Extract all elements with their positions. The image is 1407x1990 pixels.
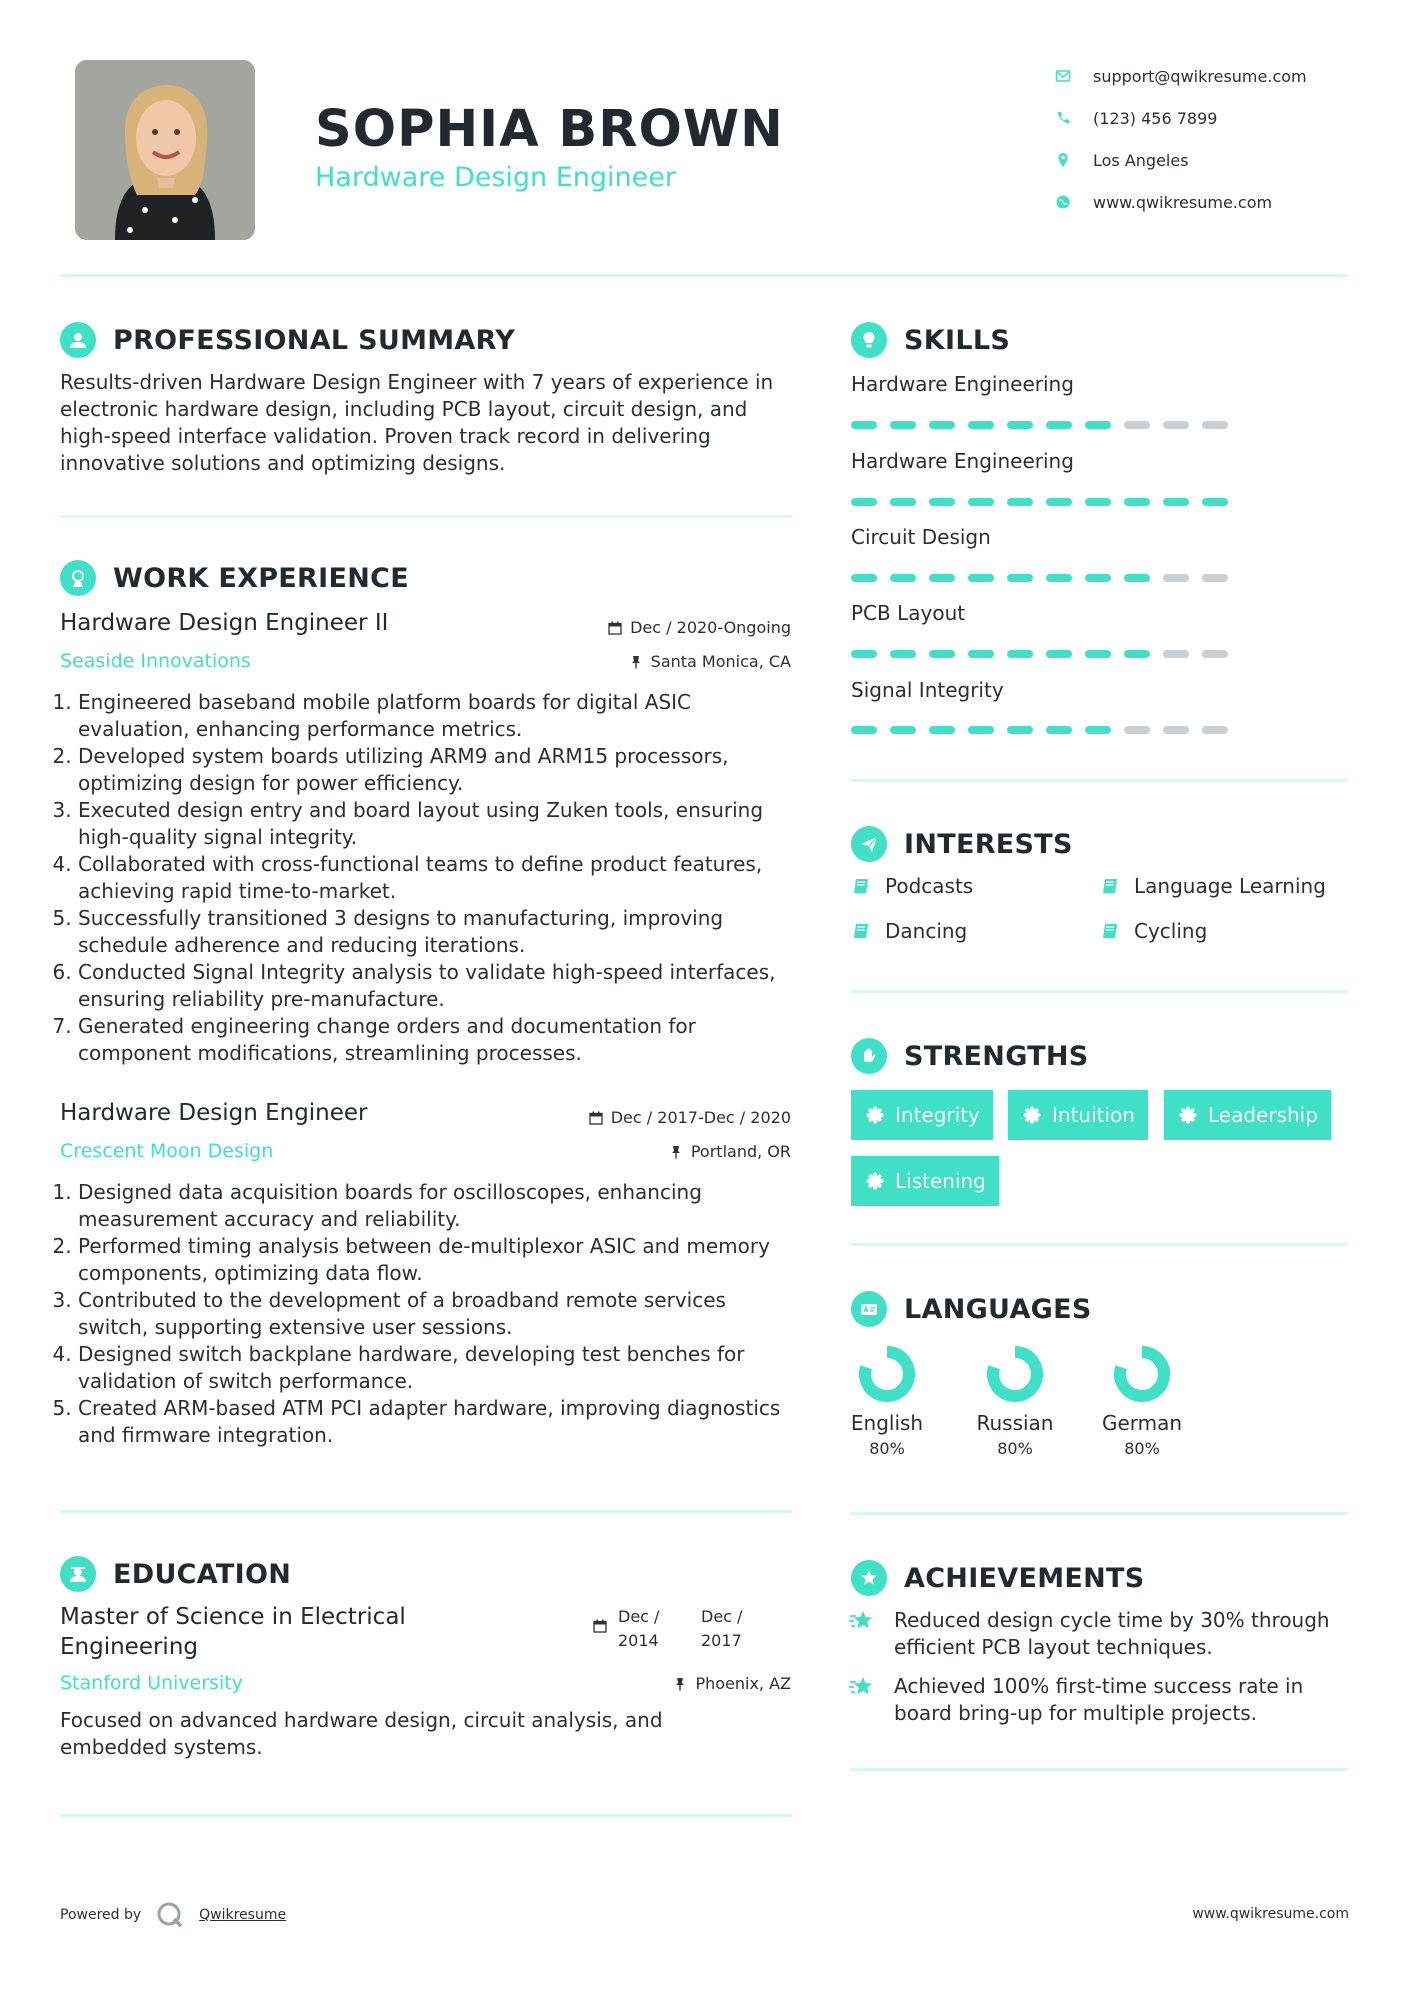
contact-website[interactable] — [1055, 181, 1355, 223]
job-bullets — [60, 689, 795, 1067]
candidate-name: SOPHIA BROWN — [315, 100, 784, 159]
contact-email[interactable] — [1055, 55, 1355, 97]
skill-segment — [1085, 726, 1111, 734]
footer-powered-by — [60, 1900, 286, 1930]
skill-name: Signal Integrity — [851, 678, 1004, 702]
badge-icon — [1022, 1105, 1042, 1125]
skill-segment — [1085, 650, 1111, 658]
degree-line-1: Master of Science in Electrical — [60, 1604, 406, 1630]
skill-segment — [851, 574, 877, 582]
job-company: Crescent Moon Design — [60, 1140, 274, 1162]
pushpin-icon — [629, 655, 643, 669]
skill-segment — [1007, 574, 1033, 582]
skill-segment — [1007, 650, 1033, 658]
language-name: German — [1101, 1411, 1183, 1435]
skill-segment — [1046, 726, 1072, 734]
achievement-item — [848, 1607, 1348, 1661]
star-icon — [848, 1607, 876, 1635]
strength-label: Leadership — [1208, 1103, 1318, 1127]
skill-rating-bar — [851, 498, 1228, 506]
job-date-text: Dec / 2017-Dec / 2020 — [610, 1108, 791, 1127]
skill-segment — [1202, 726, 1228, 734]
profile-photo — [75, 60, 255, 240]
job-title: Hardware Design Engineer II — [60, 610, 389, 636]
language-progress-arc — [1120, 1352, 1164, 1396]
skill-segment — [851, 726, 877, 734]
language-progress-ring — [984, 1343, 1046, 1405]
graduation-icon — [60, 1556, 96, 1592]
skill-segment — [1007, 421, 1033, 429]
interests-divider — [851, 990, 1348, 993]
contact-phone-text: (123) 456 7899 — [1093, 108, 1218, 128]
badge-icon — [865, 1105, 885, 1125]
interests-heading — [851, 826, 1073, 862]
pushpin-icon — [673, 1677, 687, 1691]
header-divider — [60, 274, 1348, 277]
summary-divider — [60, 515, 792, 518]
skill-segment — [968, 498, 994, 506]
skill-rating-bar — [851, 650, 1228, 658]
skill-segment — [1163, 421, 1189, 429]
strength-tag — [1008, 1090, 1148, 1140]
brand-link[interactable]: Qwikresume — [199, 1907, 287, 1923]
interest-item — [851, 874, 973, 898]
book-icon — [851, 876, 871, 896]
skill-segment — [1007, 498, 1033, 506]
achievement-item — [848, 1673, 1348, 1727]
list-item: 2. Developed system boards utilizing ARM9 and ARM15 processors, optimizing design for power efficiency. — [78, 743, 795, 797]
skill-segment — [968, 726, 994, 734]
job-location-text: Santa Monica, CA — [650, 652, 791, 671]
skill-segment — [1202, 650, 1228, 658]
footer-website-link[interactable]: www.qwikresume.com — [1192, 1906, 1349, 1922]
education-start-month: Dec / — [618, 1607, 660, 1626]
contact-phone[interactable] — [1055, 97, 1355, 139]
lightbulb-icon — [851, 322, 887, 358]
skills-heading — [851, 322, 1010, 358]
summary-title: PROFESSIONAL SUMMARY — [113, 324, 516, 356]
language-name: Russian — [976, 1411, 1054, 1435]
skill-name: Hardware Engineering — [851, 449, 1074, 473]
list-item: 7. Generated engineering change orders and documentation for component modifications, streamlining processes. — [78, 1013, 795, 1067]
star-badge-icon — [851, 1560, 887, 1596]
skill-segment — [1202, 498, 1228, 506]
skill-segment — [1124, 574, 1150, 582]
language-percent: 80% — [1124, 1439, 1160, 1458]
job-title: Hardware Design Engineer — [60, 1100, 368, 1126]
skill-segment — [968, 574, 994, 582]
skill-segment — [1202, 574, 1228, 582]
contact-list — [1055, 55, 1355, 223]
contact-location-text: Los Angeles — [1093, 150, 1189, 170]
list-item: 5. Successfully transitioned 3 designs to manufacturing, improving schedule adherence and reducing iterations. — [78, 905, 795, 959]
interest-item — [851, 919, 967, 943]
strength-label: Integrity — [895, 1103, 980, 1127]
skill-segment — [1124, 726, 1150, 734]
language-item — [832, 1343, 942, 1458]
language-progress-ring — [856, 1343, 918, 1405]
strengths-heading — [851, 1038, 1089, 1074]
interest-label: Podcasts — [885, 874, 974, 898]
skill-segment — [929, 421, 955, 429]
education-end-year: 2017 — [701, 1631, 742, 1650]
strength-tag — [851, 1090, 993, 1140]
star-icon — [848, 1673, 876, 1701]
languages-heading — [851, 1291, 1092, 1327]
summary-heading — [60, 322, 515, 358]
language-progress-arc — [993, 1352, 1037, 1396]
interest-item — [1100, 919, 1207, 943]
achievement-text: Reduced design cycle time by 30% through efficient PCB layout techniques. — [894, 1608, 1330, 1659]
skill-segment — [851, 421, 877, 429]
language-item — [960, 1343, 1070, 1458]
book-icon — [1100, 876, 1120, 896]
contact-website-text: www.qwikresume.com — [1093, 192, 1273, 212]
education-title: EDUCATION — [113, 1558, 292, 1590]
skill-segment — [1163, 726, 1189, 734]
skill-segment — [1124, 650, 1150, 658]
list-item: 4. Collaborated with cross-functional teams to define product features, achieving rapid time-to-market. — [78, 851, 795, 905]
job-location — [629, 652, 791, 671]
skill-name: Circuit Design — [851, 525, 991, 549]
education-end-month: Dec / — [701, 1607, 743, 1626]
achievements-heading — [851, 1560, 1145, 1596]
skill-name: Hardware Engineering — [851, 372, 1074, 396]
experience-divider — [60, 1510, 792, 1513]
qwikresume-logo-icon — [155, 1900, 185, 1930]
user-icon — [60, 322, 96, 358]
book-icon — [1100, 921, 1120, 941]
language-progress-arc — [865, 1352, 909, 1396]
skill-segment — [929, 726, 955, 734]
skill-segment — [1007, 726, 1033, 734]
skill-segment — [1046, 574, 1072, 582]
skill-segment — [1124, 498, 1150, 506]
interest-item — [1100, 874, 1326, 898]
skill-name: PCB Layout — [851, 601, 966, 625]
education-start-year: 2014 — [618, 1631, 659, 1650]
skill-segment — [1163, 650, 1189, 658]
location-pin-icon — [1055, 152, 1071, 168]
job-location — [669, 1142, 791, 1161]
skill-segment — [851, 498, 877, 506]
education-location-text: Phoenix, AZ — [695, 1674, 791, 1693]
job-company: Seaside Innovations — [60, 650, 251, 672]
list-item: 2. Performed timing analysis between de-multiplexor ASIC and memory components, optimizing data flow. — [78, 1233, 795, 1287]
language-percent: 80% — [869, 1439, 905, 1458]
skill-segment — [1085, 498, 1111, 506]
list-item: 5. Created ARM-based ATM PCI adapter hardware, improving diagnostics and firmware integration. — [78, 1395, 795, 1449]
skill-rating-bar — [851, 421, 1228, 429]
education-location — [673, 1674, 791, 1693]
skills-divider — [851, 779, 1348, 782]
calendar-icon — [589, 1111, 603, 1125]
badge-icon — [1178, 1105, 1198, 1125]
interest-label: Language Learning — [1134, 874, 1326, 898]
skill-segment — [1046, 421, 1072, 429]
language-progress-ring — [1111, 1343, 1173, 1405]
contact-email-text: support@qwikresume.com — [1093, 66, 1307, 86]
degree-line-2: Engineering — [60, 1634, 198, 1660]
interest-label: Dancing — [885, 919, 968, 943]
experience-title: WORK EXPERIENCE — [113, 562, 409, 594]
list-item: 1. Designed data acquisition boards for oscilloscopes, enhancing measurement accuracy and reliability. — [78, 1179, 795, 1233]
experience-heading — [60, 560, 409, 596]
hand-icon — [851, 1038, 887, 1074]
list-item: 4. Designed switch backplane hardware, developing test benches for validation of switch performance. — [78, 1341, 795, 1395]
skill-segment — [890, 650, 916, 658]
book-icon — [851, 921, 871, 941]
job-date — [589, 1108, 791, 1127]
language-name: English — [850, 1411, 924, 1435]
skill-segment — [890, 421, 916, 429]
interests-title: INTERESTS — [904, 828, 1073, 860]
pushpin-icon — [669, 1145, 683, 1159]
list-item: 6. Conducted Signal Integrity analysis to validate high-speed interfaces, ensuring reliability pre-manufacture. — [78, 959, 795, 1013]
badge-icon — [865, 1171, 885, 1191]
skill-segment — [968, 421, 994, 429]
skill-segment — [1085, 421, 1111, 429]
job-location-text: Portland, OR — [690, 1142, 791, 1161]
strength-label: Intuition — [1052, 1103, 1135, 1127]
job-bullets — [60, 1179, 795, 1449]
skill-segment — [890, 498, 916, 506]
skills-title: SKILLS — [904, 324, 1011, 356]
achievements-divider — [851, 1768, 1348, 1771]
language-percent: 80% — [997, 1439, 1033, 1458]
mail-icon — [1055, 68, 1071, 84]
skill-segment — [1085, 574, 1111, 582]
skill-segment — [890, 574, 916, 582]
achievements-title: ACHIEVEMENTS — [904, 1562, 1145, 1594]
languages-divider — [851, 1512, 1348, 1515]
achievement-text: Achieved 100% first-time success rate in board bring-up for multiple projects. — [894, 1674, 1304, 1725]
strength-label: Listening — [895, 1169, 986, 1193]
strengths-divider — [851, 1243, 1348, 1246]
calendar-icon — [593, 1619, 607, 1633]
skill-segment — [929, 574, 955, 582]
globe-icon — [1055, 194, 1071, 210]
skill-segment — [1046, 650, 1072, 658]
skill-segment — [1124, 421, 1150, 429]
calendar-icon — [608, 621, 622, 635]
contact-location — [1055, 139, 1355, 181]
strength-tag — [851, 1156, 999, 1206]
briefcase-icon — [60, 560, 96, 596]
skill-segment — [1163, 498, 1189, 506]
list-item: 3. Contributed to the development of a broadband remote services switch, supporting extensive user sessions. — [78, 1287, 795, 1341]
list-item: 3. Executed design entry and board layout using Zuken tools, ensuring high-quality signal integrity. — [78, 797, 795, 851]
job-date-text: Dec / 2020-Ongoing — [630, 618, 791, 637]
skill-segment — [851, 650, 877, 658]
strength-tag — [1164, 1090, 1331, 1140]
skill-segment — [1202, 421, 1228, 429]
skill-segment — [929, 498, 955, 506]
job-date — [608, 618, 791, 637]
education-text: Focused on advanced hardware design, circuit analysis, and embedded systems. — [60, 1708, 663, 1759]
skill-segment — [1046, 498, 1072, 506]
skill-segment — [1163, 574, 1189, 582]
education-divider — [60, 1814, 792, 1817]
strengths-title: STRENGTHS — [904, 1040, 1089, 1072]
skill-segment — [968, 650, 994, 658]
candidate-role: Hardware Design Engineer — [315, 162, 676, 193]
interest-label: Cycling — [1134, 919, 1208, 943]
language-card-icon — [851, 1291, 887, 1327]
languages-title: LANGUAGES — [904, 1293, 1092, 1325]
education-dates — [593, 1605, 793, 1655]
language-item — [1087, 1343, 1197, 1458]
paper-plane-icon — [851, 826, 887, 862]
powered-by-text: Powered by — [60, 1907, 142, 1923]
school-name: Stanford University — [60, 1672, 243, 1694]
skill-rating-bar — [851, 574, 1228, 582]
phone-icon — [1055, 110, 1071, 126]
education-heading — [60, 1556, 291, 1592]
skill-rating-bar — [851, 726, 1228, 734]
list-item: 1. Engineered baseband mobile platform boards for digital ASIC evaluation, enhancing performance metrics. — [78, 689, 795, 743]
summary-text: Results-driven Hardware Design Engineer with 7 years of experience in electronic hardware design, including PCB layout, circuit design, and high-speed interface validation. Proven track record in delivering innovative solutions and optimizing designs. — [60, 370, 774, 475]
skill-segment — [929, 650, 955, 658]
skill-segment — [890, 726, 916, 734]
